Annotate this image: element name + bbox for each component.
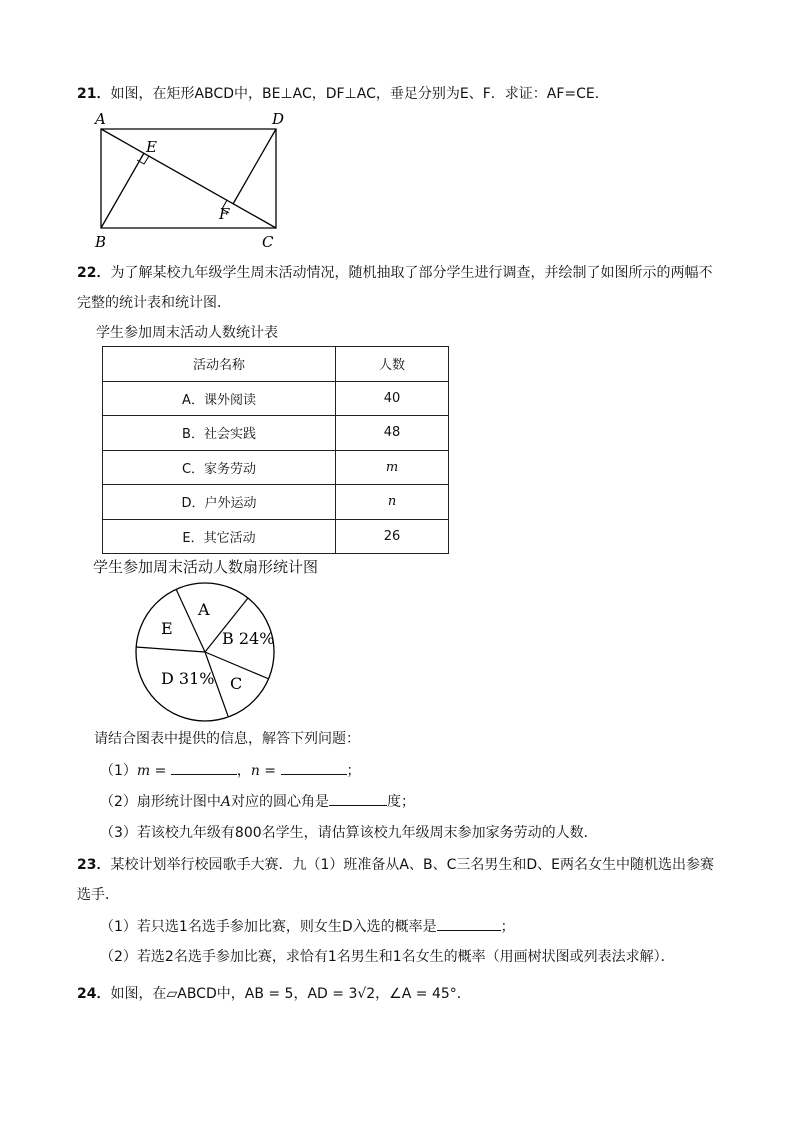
question-number: 21． (77, 86, 111, 102)
table-cell: C．家务劳动 (103, 450, 336, 485)
sub-text: ； (500, 919, 515, 935)
table-cell: D．户外运动 (103, 485, 336, 520)
table-cell: 48 (336, 416, 449, 451)
label-f: F (219, 205, 230, 223)
table-cell: A．课外阅读 (103, 381, 336, 416)
table-title: 学生参加周末活动人数统计表 (96, 325, 278, 341)
answer-blank-m[interactable] (171, 760, 237, 775)
var-n: n = (250, 763, 277, 779)
label-a: A (95, 110, 106, 128)
separator: ， (236, 763, 251, 779)
pie-label-d: D 31% (161, 669, 215, 688)
var-a: A (220, 794, 232, 810)
table-cell: 26 (336, 519, 449, 554)
question-text: 某校计划举行校园歌手大赛．九（1）班准备从A、B、C三名男生和D、E两名女生中随机选出参赛 (110, 857, 714, 873)
table-header: 活动名称 (103, 347, 336, 382)
answer-blank-n[interactable] (281, 760, 347, 775)
table-cell: m (336, 450, 449, 485)
question-22-sub1 (100, 760, 361, 780)
label-d: D (272, 110, 285, 128)
question-number: 24． (77, 986, 111, 1002)
table-cell: 40 (336, 381, 449, 416)
pie-label-a: A (198, 600, 210, 619)
sub-text: 对应的圆心角是 (231, 794, 330, 810)
chart-title: 学生参加周末活动人数扇形统计图 (93, 558, 319, 576)
question-22-sub2 (100, 791, 415, 811)
pie-label-e: E (161, 619, 173, 638)
table-cell: E．其它活动 (103, 519, 336, 554)
sub-text: （1）若只选1名选手参加比赛，则女生D入选的概率是 (100, 919, 437, 935)
label-c: C (262, 233, 274, 251)
separator: ； (346, 763, 361, 779)
sub-text: 度； (387, 794, 416, 810)
question-23-line2: 选手． (77, 887, 119, 903)
label-b: B (95, 233, 107, 251)
question-22-line2: 完整的统计表和统计图． (77, 295, 231, 311)
pie-slice-divider (176, 589, 205, 652)
pie-label-c: C (230, 674, 243, 693)
table-cell: B．社会实践 (103, 416, 336, 451)
question-24 (77, 983, 471, 1003)
question-23-line1 (77, 854, 714, 874)
question-text: 如图，在▱ABCD中，AB = 5，AD = 3√2，∠A = 45°． (110, 986, 471, 1002)
table-cell: n (336, 485, 449, 520)
question-number: 22． (77, 265, 111, 281)
answer-blank-probability[interactable] (437, 916, 501, 931)
pie-slice-divider (136, 647, 205, 652)
answer-blank-angle[interactable] (329, 791, 387, 806)
table-header: 人数 (336, 347, 449, 382)
sub-text: （2）扇形统计图中 (100, 794, 221, 810)
question-text: 为了解某校九年级学生周末活动情况，随机抽取了部分学生进行调查，并绘制了如图所示的两幅不 (110, 265, 713, 281)
pie-label-b: B 24% (222, 629, 275, 648)
question-22-intro: 请结合图表中提供的信息，解答下列问题： (94, 731, 360, 747)
sub-number: （1） (100, 763, 137, 779)
question-23-sub1 (100, 916, 515, 936)
question-22-sub3: （3）若该校九年级有800名学生，请估算该校九年级周末参加家务劳动的人数． (100, 825, 598, 841)
label-e: E (146, 138, 157, 156)
question-number: 23． (77, 857, 111, 873)
question-23-sub2: （2）若选2名选手参加比赛，求恰有1名男生和1名女生的概率（用画树状图或列表法求解）． (100, 949, 675, 965)
question-text: 如图，在矩形ABCD中，BE⊥AC，DF⊥AC，垂足分别为E、F．求证：AF=CE． (110, 86, 609, 102)
var-m: m = (136, 763, 167, 779)
